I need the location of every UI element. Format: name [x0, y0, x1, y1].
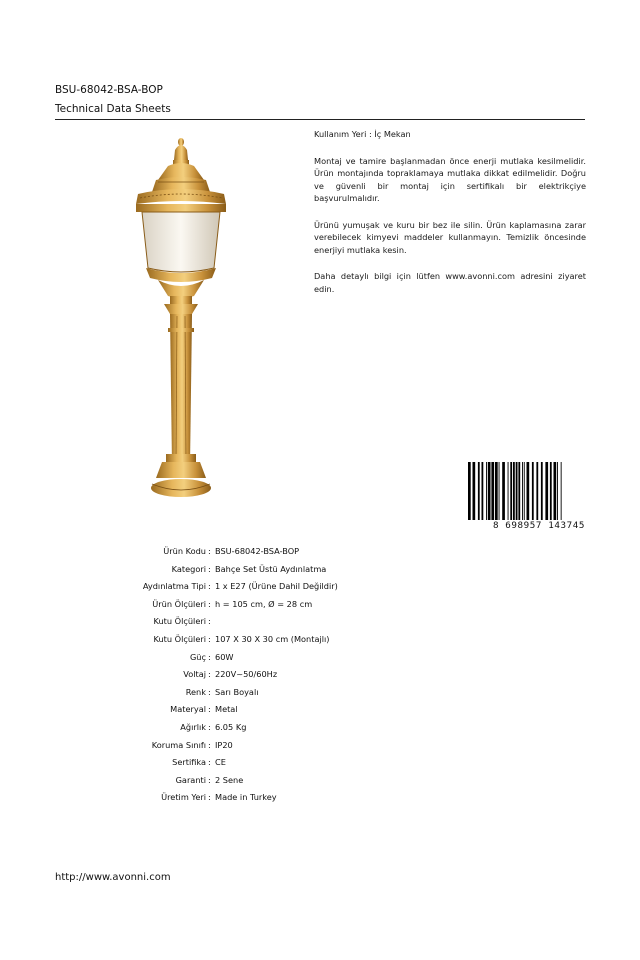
cleaning-note: Ürünü yumuşak ve kuru bir bez ile silin. Ürün kaplamasına zarar verebilecek kimyevi maddeler kullanmayın. Temizlik öncesinde enerjiyi mutlaka kesin.	[314, 219, 586, 255]
spec-label: Kutu Ölçüleri	[153, 633, 206, 644]
spec-value: BSU-68042-BSA-BOP	[215, 546, 300, 556]
barcode-bar	[522, 462, 523, 520]
barcode-bar	[491, 462, 494, 520]
barcode-bar	[513, 462, 515, 520]
barcode-bar	[557, 462, 558, 520]
spec-row	[0, 597, 640, 615]
spec-row	[0, 790, 640, 808]
barcode-bar	[532, 462, 534, 520]
barcode-bar	[482, 462, 484, 520]
spec-separator: :	[208, 581, 211, 592]
spec-row	[0, 632, 640, 650]
barcode-bar	[524, 462, 525, 520]
barcode-bar	[527, 462, 530, 520]
spec-separator: :	[208, 546, 211, 556]
spec-label: Ürün Ölçüleri	[152, 598, 206, 609]
spec-label: Renk	[185, 686, 206, 697]
barcode-bar	[518, 462, 520, 520]
spec-label: Materyal	[170, 704, 206, 715]
barcode-bar	[499, 462, 500, 520]
spec-row	[0, 614, 640, 632]
spec-value: Sarı Boyalı	[215, 686, 259, 697]
info-note: Daha detaylı bilgi için lütfen www.avonni.com adresini ziyaret edin.	[314, 271, 586, 294]
spec-value: 220V~50/60Hz	[215, 669, 278, 680]
spec-row	[0, 755, 640, 773]
spec-row	[0, 685, 640, 703]
barcode-bar	[545, 462, 548, 520]
spec-row	[0, 667, 640, 685]
spec-row	[0, 773, 640, 791]
spec-row	[0, 720, 640, 738]
product-code-header: BSU-68042-BSA-BOP	[55, 84, 163, 96]
header-divider	[55, 119, 585, 120]
barcode-bar	[488, 462, 491, 520]
spec-separator: :	[208, 598, 211, 609]
spec-value: 60W	[215, 651, 234, 662]
spec-table	[0, 544, 640, 808]
spec-separator: :	[208, 721, 211, 732]
usage-location: Kullanım Yeri : İç Mekan	[314, 129, 411, 139]
spec-label: Güç	[189, 651, 206, 662]
spec-label: Koruma Sınıfı	[151, 739, 206, 750]
barcode-number: 8 698957 143745	[467, 520, 585, 531]
spec-label: Sertifika	[172, 757, 206, 768]
barcode-bar	[495, 462, 498, 520]
barcode-bar	[541, 462, 543, 520]
barcode-bar	[486, 462, 487, 520]
spec-separator: :	[208, 757, 211, 768]
spec-separator: :	[208, 686, 211, 697]
document-title: Technical Data Sheets	[55, 103, 171, 115]
spec-row	[0, 738, 640, 756]
footer-url: http://www.avonni.com	[55, 872, 171, 883]
spec-value: 2 Sene	[215, 774, 244, 785]
barcode-bar	[550, 462, 552, 520]
spec-label: Kategori	[171, 563, 206, 574]
spec-value: IP20	[215, 739, 233, 750]
spec-value: 1 x E27 (Ürüne Dahil Değildir)	[215, 581, 338, 592]
spec-value: Metal	[215, 704, 238, 715]
barcode-bar	[561, 462, 562, 528]
barcode-bar	[502, 462, 505, 520]
spec-row	[0, 544, 640, 562]
spec-label: Üretim Yeri	[161, 792, 206, 803]
usage-notes	[314, 128, 586, 295]
spec-value: h = 105 cm, Ø = 28 cm	[215, 598, 313, 609]
barcode-bar	[510, 462, 512, 520]
spec-separator: :	[208, 704, 211, 715]
spec-value: 107 X 30 X 30 cm (Montajlı)	[215, 633, 330, 644]
spec-value: CE	[215, 757, 226, 768]
barcode-bar	[508, 462, 509, 520]
spec-separator: :	[208, 633, 211, 644]
spec-row	[0, 650, 640, 668]
barcode-bar	[473, 462, 476, 528]
safety-note: Montaj ve tamire başlanmadan önce enerji mutlaka kesilmelidir. Ürün montajında topraklamaya mutlaka dikkat edilmelidir. Doğru ve güvenli bir montaj için sertifikalı bir elektrikçiye başvurulmalıdır.	[314, 155, 586, 203]
spec-separator: :	[208, 774, 211, 785]
spec-separator: :	[208, 651, 211, 662]
barcode-bar	[536, 462, 538, 520]
spec-separator: :	[208, 616, 211, 627]
spec-label: Kutu Ölçüleri	[153, 616, 206, 627]
spec-label: Ürün Kodu	[163, 546, 206, 556]
barcode-bar	[554, 462, 557, 520]
lamp-post-icon	[128, 136, 234, 500]
spec-separator: :	[208, 739, 211, 750]
spec-row	[0, 702, 640, 720]
spec-value: Bahçe Set Üstü Aydınlatma	[215, 563, 327, 574]
spec-row	[0, 579, 640, 597]
spec-row	[0, 562, 640, 580]
spec-label: Aydınlatma Tipi	[142, 581, 206, 592]
spec-value: 6.05 Kg	[215, 721, 247, 732]
spec-label: Voltaj	[183, 669, 206, 680]
spec-label: Garanti	[175, 774, 206, 785]
spec-label: Ağırlık	[180, 721, 206, 732]
spec-separator: :	[208, 563, 211, 574]
spec-value: Made in Turkey	[215, 792, 277, 803]
spec-separator: :	[208, 669, 211, 680]
barcode-bar	[468, 462, 471, 528]
barcode-bar	[478, 462, 480, 520]
spec-separator: :	[208, 792, 211, 803]
barcode-bar	[516, 462, 518, 528]
